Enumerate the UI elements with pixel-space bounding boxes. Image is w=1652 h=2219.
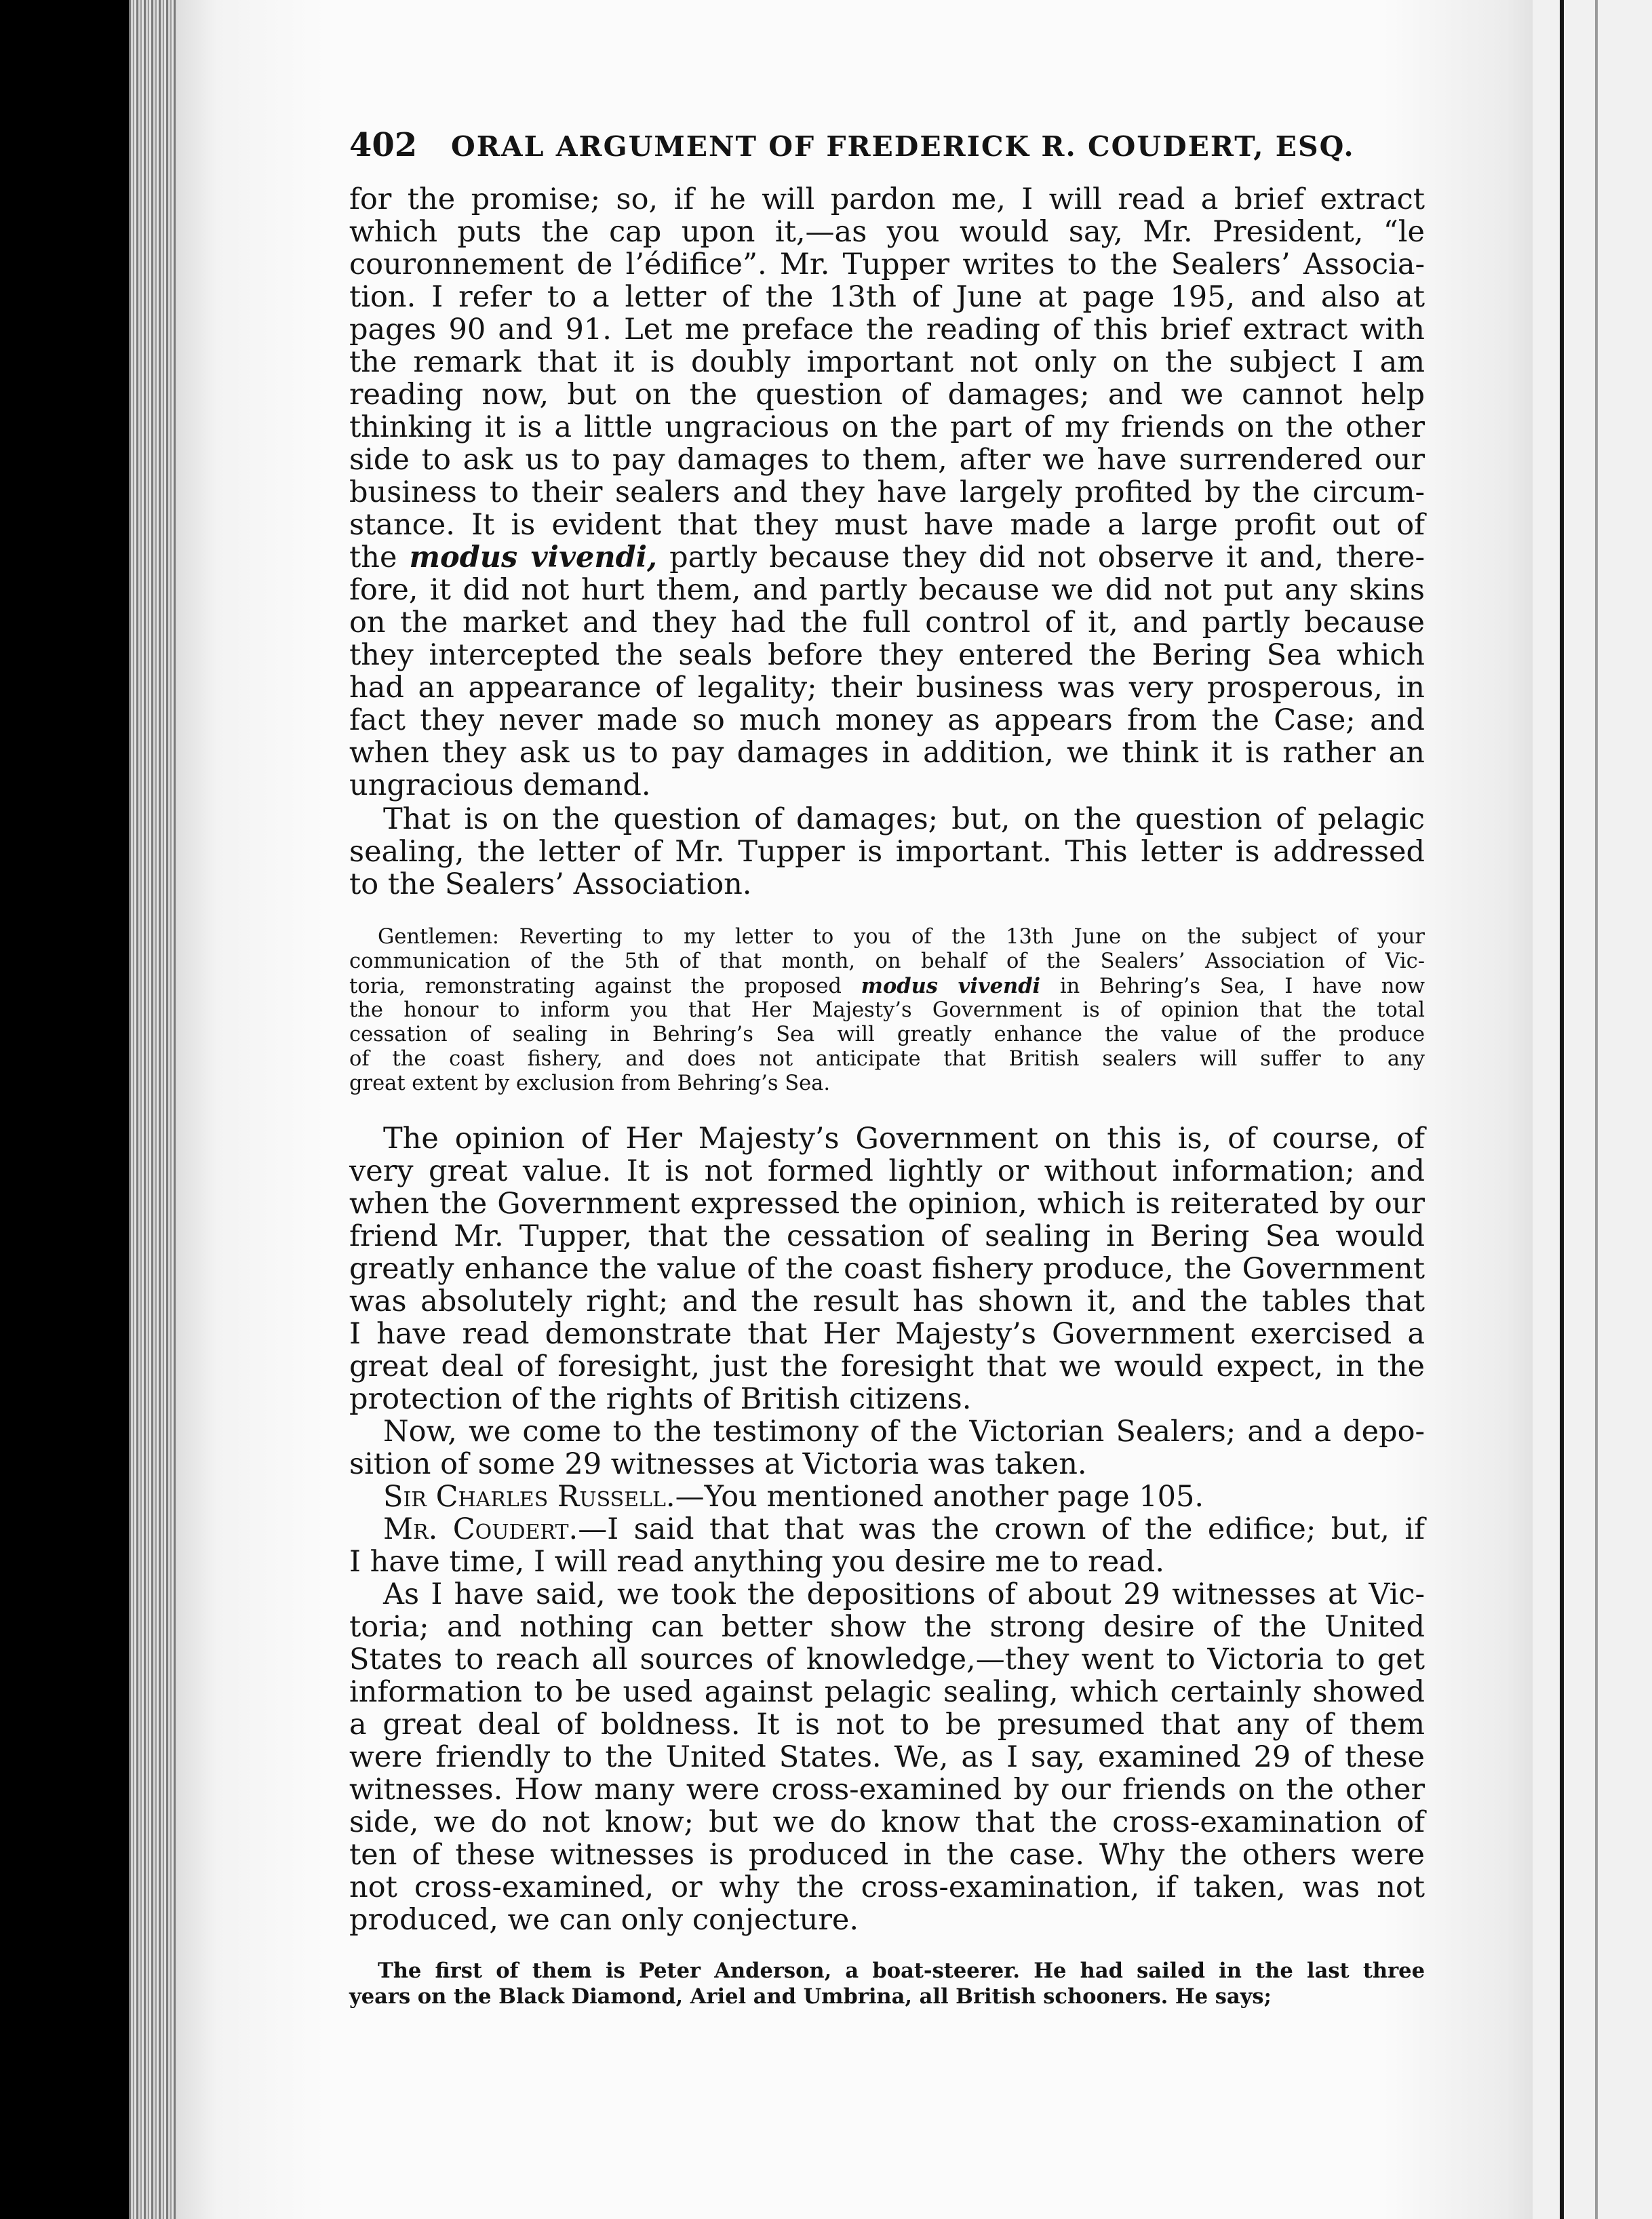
italic-term: modus vivendi	[861, 974, 1041, 998]
text-line: had an appearance of legality; their business was very prosperous, in	[349, 671, 1425, 705]
text-line: was absolutely right; and the result has shown it, and the tables that	[349, 1284, 1425, 1318]
text-segment: the	[349, 541, 397, 574]
text-line: reading now, but on the question of damages; and we cannot help	[349, 378, 1425, 412]
text-line: side, we do not know; but we do know that the cross-examination of	[349, 1805, 1425, 1839]
text-line: ten of these witnesses is produced in the case. Why the others were	[349, 1838, 1425, 1872]
text-line: when the Government expressed the opinion, which is reiterated by our	[349, 1187, 1425, 1221]
quote-line: years on the Black Diamond, Ariel and Umbrina, all British schooners. He says;	[349, 1984, 1272, 2009]
text-line: produced, we can only conjecture.	[349, 1903, 859, 1937]
page-number: 402	[349, 126, 418, 164]
text-line: sition of some 29 witnesses at Victoria was taken.	[349, 1447, 1087, 1481]
text-segment: —You mentioned another page 105.	[675, 1480, 1204, 1514]
text-line: for the promise; so, if he will pardon me, I will read a brief extract	[349, 182, 1425, 216]
italic-term: modus vivendi,	[409, 541, 657, 574]
text-line: witnesses. How many were cross-examined by our friends on the other	[349, 1773, 1425, 1807]
text-line: the remark that it is doubly important not only on the subject I am	[349, 345, 1425, 379]
text-line: toria; and nothing can better show the strong desire of the United	[349, 1610, 1425, 1644]
speaker-name: Sir Charles Russell.	[383, 1480, 675, 1514]
text-line: side to ask us to pay damages to them, after we have surrendered our	[349, 443, 1425, 477]
quote-line: of the coast fishery, and does not anticipate that British sealers will suffer to any	[349, 1047, 1425, 1071]
quote-line: the honour to inform you that Her Majesty’s Government is of opinion that the total	[349, 998, 1425, 1022]
text-line: States to reach all sources of knowledge,—they went to Victoria to get	[349, 1643, 1425, 1676]
running-header	[349, 125, 1425, 165]
text-line: greatly enhance the value of the coast fishery produce, the Government	[349, 1252, 1425, 1286]
text-line: As I have said, we took the depositions of about 29 witnesses at Vic-	[383, 1577, 1425, 1611]
text-line: stance. It is evident that they must have made a large profit out of	[349, 508, 1425, 542]
text-line: Now, we come to the testimony of the Victorian Sealers; and a depo-	[383, 1415, 1425, 1449]
text-line: friend Mr. Tupper, that the cessation of sealing in Bering Sea would	[349, 1219, 1425, 1253]
text-line: not cross-examined, or why the cross-examination, if taken, was not	[349, 1870, 1425, 1904]
text-line: That is on the question of damages; but, on the question of pelagic	[383, 802, 1425, 836]
text-line: were friendly to the United States. We, as I say, examined 29 of these	[349, 1740, 1425, 1774]
text-line	[383, 1480, 1425, 1513]
text-line: to the Sealers’ Association.	[349, 867, 752, 901]
text-line: I have read demonstrate that Her Majesty’s Government exercised a	[349, 1317, 1425, 1351]
text-line: protection of the rights of British citizens.	[349, 1382, 972, 1416]
text-line: ungracious demand.	[349, 768, 651, 802]
quote-line: The first of them is Peter Anderson, a boat-steerer. He had sailed in the last three	[378, 1959, 1425, 1983]
text-line: on the market and they had the full control of it, and partly because	[349, 606, 1425, 640]
text-line: very great value. It is not formed lightly or without information; and	[349, 1154, 1425, 1188]
text-line	[349, 541, 1425, 574]
text-line: great deal of foresight, just the foresight that we would expect, in the	[349, 1350, 1425, 1383]
text-line: sealing, the letter of Mr. Tupper is important. This letter is addressed	[349, 835, 1425, 869]
scan-line-right-thin	[1595, 0, 1598, 2219]
quote-line	[349, 974, 1425, 999]
scan-border-right	[1533, 0, 1652, 2219]
scan-border-left	[0, 0, 129, 2219]
text-segment: in Behring’s Sea, I have now	[1059, 975, 1425, 998]
text-line: thinking it is a little ungracious on the part of my friends on the other	[349, 410, 1425, 444]
text-line: pages 90 and 91. Let me preface the reading of this brief extract with	[349, 313, 1425, 347]
text-line: tion. I refer to a letter of the 13th of June at page 195, and also at	[349, 280, 1425, 314]
speaker-name: Mr. Coudert.	[383, 1512, 578, 1546]
quote-line: great extent by exclusion from Behring’s Sea.	[349, 1072, 831, 1095]
text-line: information to be used against pelagic sealing, which certainly showed	[349, 1675, 1425, 1709]
text-line: fact they never made so much money as appears from the Case; and	[349, 703, 1425, 737]
quote-line: Gentlemen: Reverting to my letter to you of the 13th June on the subject of your	[378, 925, 1425, 949]
text-segment: —I said that that was the crown of the edifice; but, if	[578, 1512, 1425, 1546]
text-line: fore, it did not hurt them, and partly because we did not put any skins	[349, 573, 1425, 607]
text-line: I have time, I will read anything you desire me to read.	[349, 1545, 1165, 1579]
text-line: when they ask us to pay damages in addition, we think it is rather an	[349, 736, 1425, 770]
text-line: couronnement de l’édifice”. Mr. Tupper writes to the Sealers’ Associa-	[349, 248, 1425, 281]
page-edges	[129, 0, 176, 2219]
text-segment: toria, remonstrating against the proposed	[349, 975, 842, 998]
quote-line: communication of the 5th of that month, on behalf of the Sealers’ Association of Vic-	[349, 949, 1425, 973]
running-head: ORAL ARGUMENT OF FREDERICK R. COUDERT, ESQ.	[451, 130, 1355, 163]
quote-line: cessation of sealing in Behring’s Sea will greatly enhance the value of the produce	[349, 1023, 1425, 1046]
text-line	[383, 1513, 1425, 1546]
text-line: which puts the cap upon it,—as you would say, Mr. President, “le	[349, 215, 1425, 249]
text-segment: partly because they did not observe it and, there-	[669, 541, 1425, 574]
text-line: they intercepted the seals before they entered the Bering Sea which	[349, 638, 1425, 672]
text-line: business to their sealers and they have largely profited by the circum-	[349, 475, 1425, 509]
scan-line-right	[1560, 0, 1564, 2219]
text-line: The opinion of Her Majesty’s Government on this is, of course, of	[383, 1122, 1425, 1156]
text-line: a great deal of boldness. It is not to be presumed that any of them	[349, 1708, 1425, 1742]
